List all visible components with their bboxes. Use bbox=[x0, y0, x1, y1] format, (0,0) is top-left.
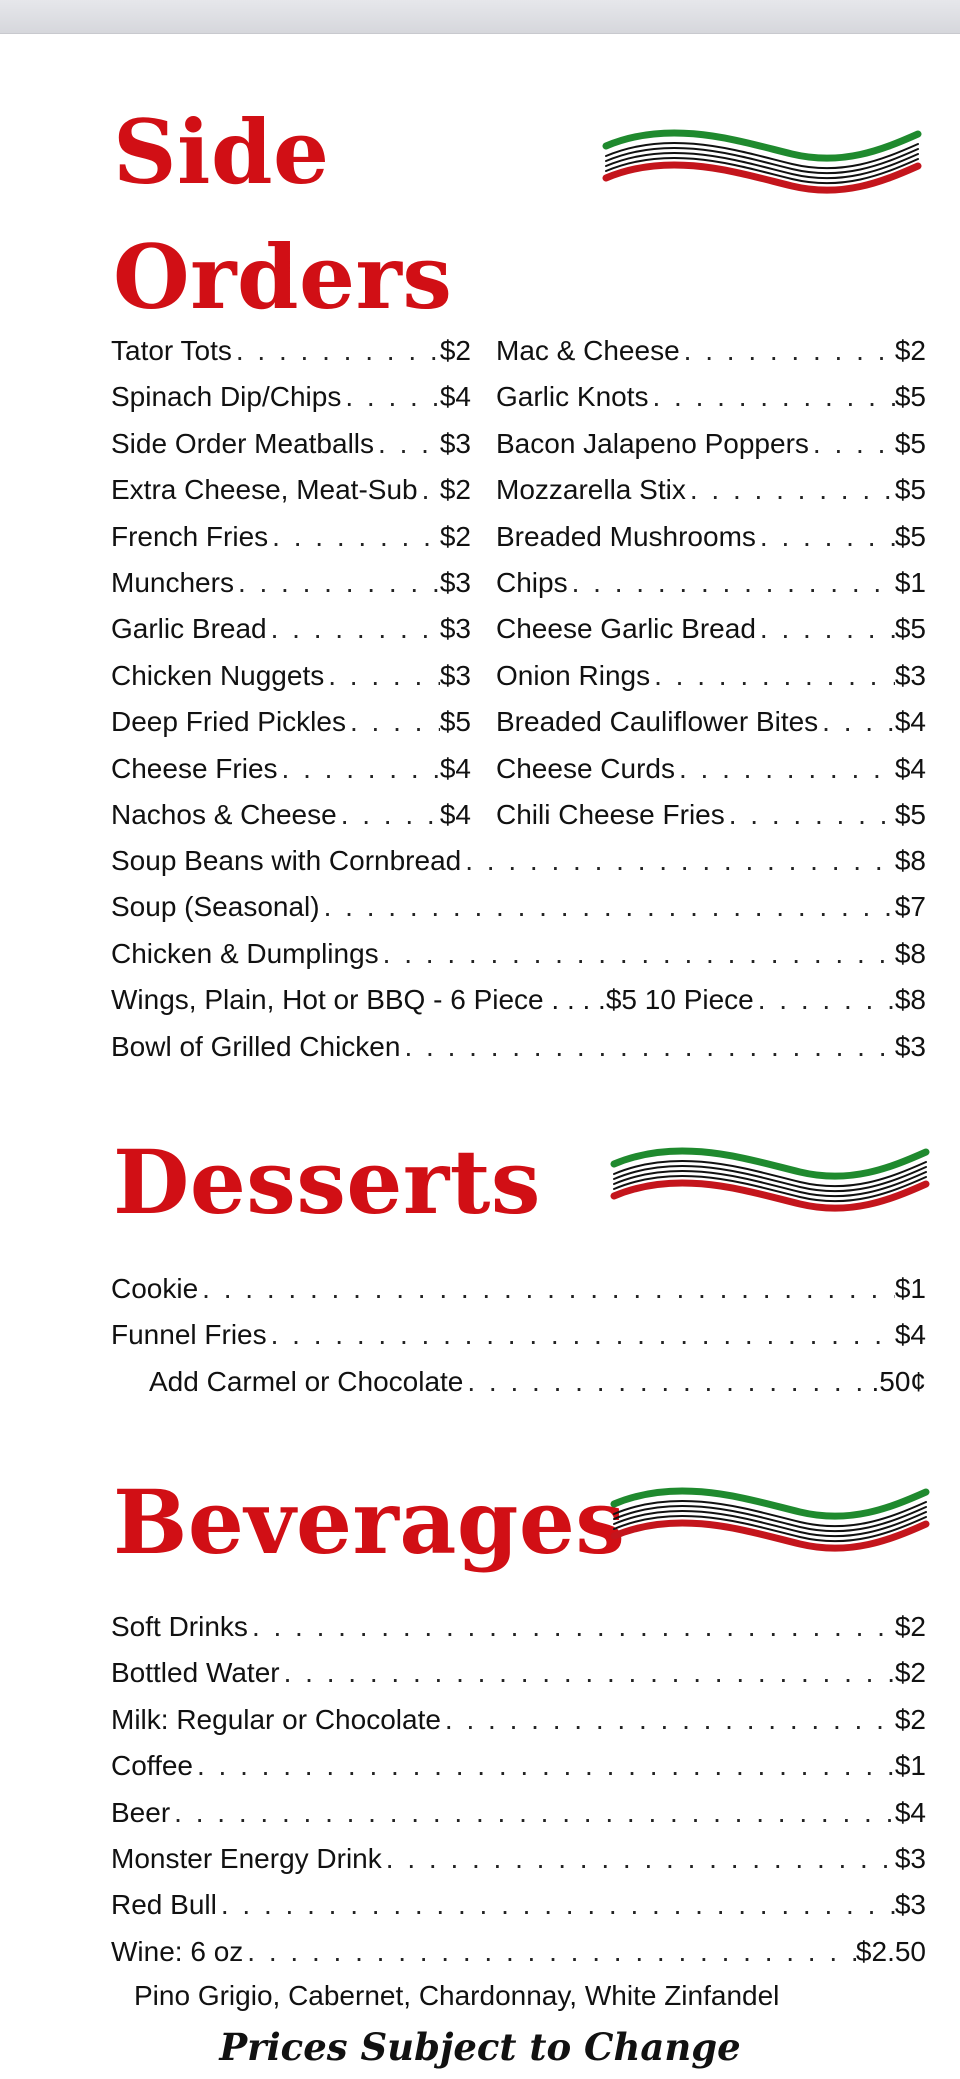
item-name: Soup (Seasonal) bbox=[111, 891, 320, 923]
item-name: Onion Rings bbox=[496, 659, 651, 691]
side-order-row bbox=[111, 931, 926, 977]
desserts-heading: Desserts bbox=[113, 1130, 541, 1234]
item-price: $2 bbox=[894, 1703, 926, 1735]
item-name: Cheese Curds bbox=[496, 752, 675, 784]
dot-leader bbox=[374, 428, 440, 460]
dot-leader bbox=[324, 660, 440, 692]
side-order-row bbox=[496, 328, 926, 374]
beverage-row bbox=[111, 1929, 926, 1975]
beverage-row bbox=[111, 1836, 926, 1882]
dot-leader bbox=[649, 381, 895, 413]
dot-leader bbox=[170, 1797, 895, 1829]
item-price: $5 bbox=[894, 613, 926, 645]
beverage-row bbox=[111, 1650, 926, 1696]
item-price: $5 bbox=[439, 706, 471, 738]
side-order-row bbox=[111, 467, 471, 513]
item-price: $4 bbox=[439, 381, 471, 413]
dot-leader bbox=[461, 845, 895, 877]
dot-leader bbox=[754, 984, 895, 1016]
item-price: $3 bbox=[894, 1030, 926, 1062]
item-name: Deep Fried Pickles bbox=[111, 706, 346, 738]
item-name: Chips bbox=[496, 567, 568, 598]
side-order-row bbox=[111, 328, 471, 374]
item-price: $2.50 bbox=[855, 1935, 926, 1967]
dot-leader bbox=[341, 381, 440, 413]
dot-leader bbox=[234, 567, 440, 599]
dot-leader bbox=[243, 1936, 856, 1968]
item-price: $3 bbox=[894, 1843, 926, 1874]
item-price: $3 bbox=[439, 567, 471, 598]
dot-leader bbox=[680, 335, 895, 367]
item-name: Extra Cheese, Meat-Sub bbox=[111, 474, 418, 506]
item-name: Side Order Meatballs bbox=[111, 427, 375, 459]
item-name: Cookie bbox=[111, 1273, 199, 1304]
side-order-row bbox=[496, 792, 926, 838]
item-price: $8 bbox=[894, 845, 926, 876]
side-order-row bbox=[496, 560, 926, 606]
italian-flag-wave-icon bbox=[610, 1140, 930, 1212]
item-price: $3 bbox=[894, 659, 926, 691]
dessert-row bbox=[111, 1266, 926, 1312]
beverages-heading: Beverages bbox=[113, 1470, 626, 1574]
item-name: Mac & Cheese bbox=[496, 335, 680, 366]
beverage-row bbox=[111, 1743, 926, 1789]
item-price: $4 bbox=[439, 799, 471, 830]
item-name: Munchers bbox=[111, 567, 234, 598]
dessert-row bbox=[149, 1359, 926, 1405]
dot-leader bbox=[193, 1750, 895, 1782]
item-name: Garlic Bread bbox=[111, 613, 267, 645]
item-name: Red Bull bbox=[111, 1889, 217, 1921]
side-order-row bbox=[111, 560, 471, 606]
dot-leader bbox=[382, 1843, 895, 1875]
item-price: $4 bbox=[894, 1319, 926, 1351]
item-price: $2 bbox=[894, 1657, 926, 1689]
item-price: $2 bbox=[439, 474, 471, 506]
side-order-row bbox=[111, 374, 471, 420]
side-order-row bbox=[111, 699, 471, 745]
side-orders-heading: Side Orders bbox=[113, 100, 453, 329]
side-order-row bbox=[496, 421, 926, 467]
dot-leader bbox=[320, 891, 895, 923]
item-price: $3 bbox=[439, 659, 471, 691]
dot-leader bbox=[280, 1657, 895, 1689]
item-name: Add Carmel or Chocolate bbox=[149, 1365, 464, 1397]
item-price: $2 bbox=[894, 335, 926, 366]
dot-leader bbox=[337, 799, 440, 831]
item-price: .50¢ bbox=[871, 1365, 926, 1397]
dot-leader bbox=[379, 938, 895, 970]
item-name: Bacon Jalapeno Poppers bbox=[496, 427, 809, 459]
item-price: $2 bbox=[439, 335, 471, 366]
side-order-row bbox=[111, 606, 471, 652]
side-order-row bbox=[111, 746, 471, 792]
dot-leader bbox=[346, 706, 440, 738]
dot-leader bbox=[217, 1889, 895, 1921]
beverage-row bbox=[111, 1882, 926, 1928]
item-price: $3 bbox=[894, 1889, 926, 1921]
dot-leader bbox=[267, 1319, 895, 1351]
dot-leader bbox=[248, 1611, 895, 1643]
side-order-row bbox=[496, 374, 926, 420]
side-order-row bbox=[496, 606, 926, 652]
prices-disclaimer: Prices Subject to Change bbox=[219, 2025, 741, 2069]
dot-leader bbox=[441, 1704, 895, 1736]
wine-varieties-note: Pino Grigio, Cabernet, Chardonnay, White Zinfandel bbox=[134, 1980, 780, 2011]
item-price: $5 bbox=[894, 799, 926, 830]
item-price: $4 bbox=[439, 752, 471, 784]
item-price: $4 bbox=[894, 706, 926, 738]
item-price: $5 bbox=[894, 427, 926, 459]
item-name: Wings, Plain, Hot or BBQ - 6 Piece . . . .$5 10 Piece bbox=[111, 984, 754, 1016]
italian-flag-wave-icon bbox=[610, 1480, 930, 1552]
dot-leader bbox=[267, 613, 440, 645]
item-price: $1 bbox=[894, 1273, 926, 1304]
side-order-row bbox=[111, 421, 471, 467]
beverage-row bbox=[111, 1604, 926, 1650]
item-name: Chicken Nuggets bbox=[111, 659, 325, 691]
item-name: Bottled Water bbox=[111, 1657, 280, 1689]
dot-leader bbox=[756, 613, 895, 645]
side-order-row bbox=[496, 746, 926, 792]
side-order-row bbox=[111, 792, 471, 838]
dessert-row bbox=[111, 1312, 926, 1358]
dot-leader bbox=[400, 1031, 894, 1063]
dot-leader bbox=[756, 521, 895, 553]
item-price: $1 bbox=[894, 1750, 926, 1782]
item-name: Chicken & Dumplings bbox=[111, 937, 379, 969]
dot-leader bbox=[278, 753, 440, 785]
item-name: Nachos & Cheese bbox=[111, 799, 337, 830]
side-order-row bbox=[111, 977, 926, 1023]
item-price: $3 bbox=[439, 427, 471, 459]
dot-leader bbox=[650, 660, 895, 692]
item-name: Mozzarella Stix bbox=[496, 474, 686, 506]
side-order-row bbox=[496, 514, 926, 560]
item-name: Funnel Fries bbox=[111, 1319, 267, 1351]
item-price: $5 bbox=[894, 381, 926, 413]
item-price: $1 bbox=[894, 567, 926, 598]
side-order-row bbox=[496, 467, 926, 513]
item-name: Tator Tots bbox=[111, 335, 232, 366]
dot-leader bbox=[818, 706, 895, 738]
item-name: Soup Beans with Cornbread bbox=[111, 845, 462, 876]
item-price: $2 bbox=[439, 520, 471, 552]
dot-leader bbox=[675, 753, 895, 785]
side-order-row bbox=[111, 653, 471, 699]
item-price: $4 bbox=[894, 752, 926, 784]
beverage-row bbox=[111, 1697, 926, 1743]
item-name: Milk: Regular or Chocolate bbox=[111, 1703, 441, 1735]
item-name: Bowl of Grilled Chicken bbox=[111, 1030, 401, 1062]
item-name: Cheese Fries bbox=[111, 752, 278, 784]
side-order-row bbox=[111, 838, 926, 884]
item-price: $7 bbox=[894, 891, 926, 923]
side-order-row bbox=[111, 1024, 926, 1070]
dot-leader bbox=[198, 1273, 895, 1305]
item-name: Coffee bbox=[111, 1750, 193, 1782]
dot-leader bbox=[268, 521, 440, 553]
item-name: Breaded Mushrooms bbox=[496, 520, 756, 552]
top-status-bar bbox=[0, 0, 960, 34]
item-name: Chili Cheese Fries bbox=[496, 799, 725, 830]
item-name: French Fries bbox=[111, 520, 269, 552]
side-order-row bbox=[111, 884, 926, 930]
item-name: Spinach Dip/Chips bbox=[111, 381, 342, 413]
dot-leader bbox=[232, 335, 440, 367]
dot-leader bbox=[418, 474, 440, 506]
item-name: Wine: 6 oz bbox=[111, 1935, 244, 1967]
item-name: Garlic Knots bbox=[496, 381, 649, 413]
item-name: Cheese Garlic Bread bbox=[496, 613, 756, 645]
item-price: $8 bbox=[894, 937, 926, 969]
dot-leader bbox=[725, 799, 895, 831]
item-name: Monster Energy Drink bbox=[111, 1843, 382, 1874]
dot-leader bbox=[809, 428, 895, 460]
dot-leader bbox=[568, 567, 895, 599]
item-name: Soft Drinks bbox=[111, 1611, 248, 1642]
beverage-row bbox=[111, 1790, 926, 1836]
item-price: $8 bbox=[894, 984, 926, 1016]
item-price: $4 bbox=[894, 1796, 926, 1828]
item-price: $5 bbox=[894, 474, 926, 506]
item-price: $5 bbox=[894, 520, 926, 552]
item-price: $2 bbox=[894, 1611, 926, 1642]
dot-leader bbox=[686, 474, 895, 506]
item-name: Breaded Cauliflower Bites bbox=[496, 706, 819, 738]
dot-leader bbox=[463, 1366, 871, 1398]
side-order-row bbox=[496, 699, 926, 745]
item-price: $3 bbox=[439, 613, 471, 645]
italian-flag-wave-icon bbox=[602, 122, 922, 194]
side-order-row bbox=[111, 514, 471, 560]
item-name: Beer bbox=[111, 1796, 171, 1828]
side-order-row bbox=[496, 653, 926, 699]
